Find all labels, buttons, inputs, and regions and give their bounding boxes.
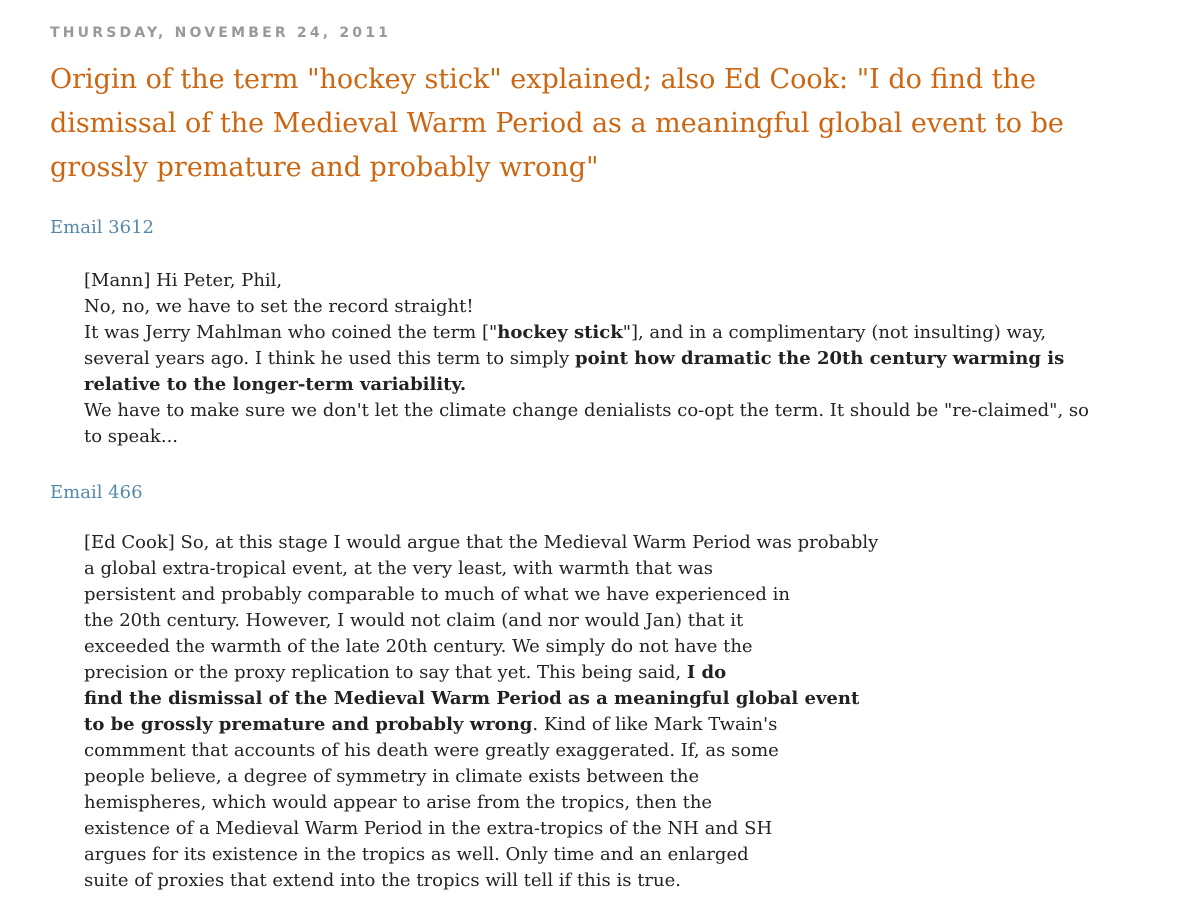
quote-line	[84, 320, 1174, 346]
quote-bold-text: relative to the longer-term variability.	[84, 374, 467, 395]
quote-line: suite of proxies that extend into the tropics will tell if this is true.	[84, 870, 681, 891]
email-466-link[interactable]: Email 466	[50, 482, 143, 503]
quote-line: existence of a Medieval Warm Period in the extra-tropics of the NH and SH	[84, 818, 773, 839]
quote-line: commment that accounts of his death were greatly exaggerated. If, as some	[84, 740, 779, 761]
quote-line	[84, 712, 984, 738]
quote-text: It was Jerry Mahlman who coined the term ["	[84, 322, 498, 343]
quote-line	[84, 660, 984, 686]
quote-line	[84, 686, 984, 712]
quote-bold-text: hockey stick	[497, 322, 623, 343]
quote-text: several years ago. I think he used this term to simply	[84, 348, 576, 369]
email-3612-quote	[84, 268, 1174, 450]
post-date: THURSDAY, NOVEMBER 24, 2011	[50, 25, 392, 41]
quote-text: "], and in a complimentary (not insulting) way,	[622, 322, 1047, 343]
quote-line: No, no, we have to set the record straight!	[84, 296, 474, 317]
quote-bold-text: I do	[686, 662, 727, 683]
post-title[interactable]: Origin of the term "hockey stick" explained; also Ed Cook: "I do find the dismissal of the Medieval Warm Period as a meaningful global event to be grossly premature and probably wrong"	[50, 64, 1064, 183]
quote-line: exceeded the warmth of the late 20th century. We simply do not have the	[84, 636, 753, 657]
quote-line: to speak...	[84, 426, 179, 447]
quote-line: argues for its existence in the tropics as well. Only time and an enlarged	[84, 844, 749, 865]
quote-line: the 20th century. However, I would not claim (and nor would Jan) that it	[84, 610, 744, 631]
quote-bold-text: to be grossly premature and probably wrong	[84, 714, 533, 735]
quote-bold-text: find the dismissal of the Medieval Warm Period as a meaningful global event	[84, 688, 860, 709]
quote-text: . Kind of like Mark Twain's	[532, 714, 778, 735]
quote-line: [Mann] Hi Peter, Phil,	[84, 270, 283, 291]
quote-line: a global extra-tropical event, at the very least, with warmth that was	[84, 558, 713, 579]
quote-text: precision or the proxy replication to say that yet. This being said,	[84, 662, 687, 683]
quote-line: people believe, a degree of symmetry in climate exists between the	[84, 766, 700, 787]
email-466-quote	[84, 530, 984, 894]
quote-line: [Ed Cook] So, at this stage I would argue that the Medieval Warm Period was probably	[84, 532, 879, 553]
quote-line: persistent and probably comparable to much of what we have experienced in	[84, 584, 790, 605]
quote-line: We have to make sure we don't let the climate change denialists co-opt the term. It should be "re-claimed", so	[84, 400, 1089, 421]
email-3612-link[interactable]: Email 3612	[50, 217, 154, 238]
quote-bold-text: point how dramatic the 20th century warming is	[575, 348, 1065, 369]
quote-line	[84, 372, 1174, 398]
quote-line	[84, 346, 1174, 372]
quote-line: hemispheres, which would appear to arise from the tropics, then the	[84, 792, 713, 813]
